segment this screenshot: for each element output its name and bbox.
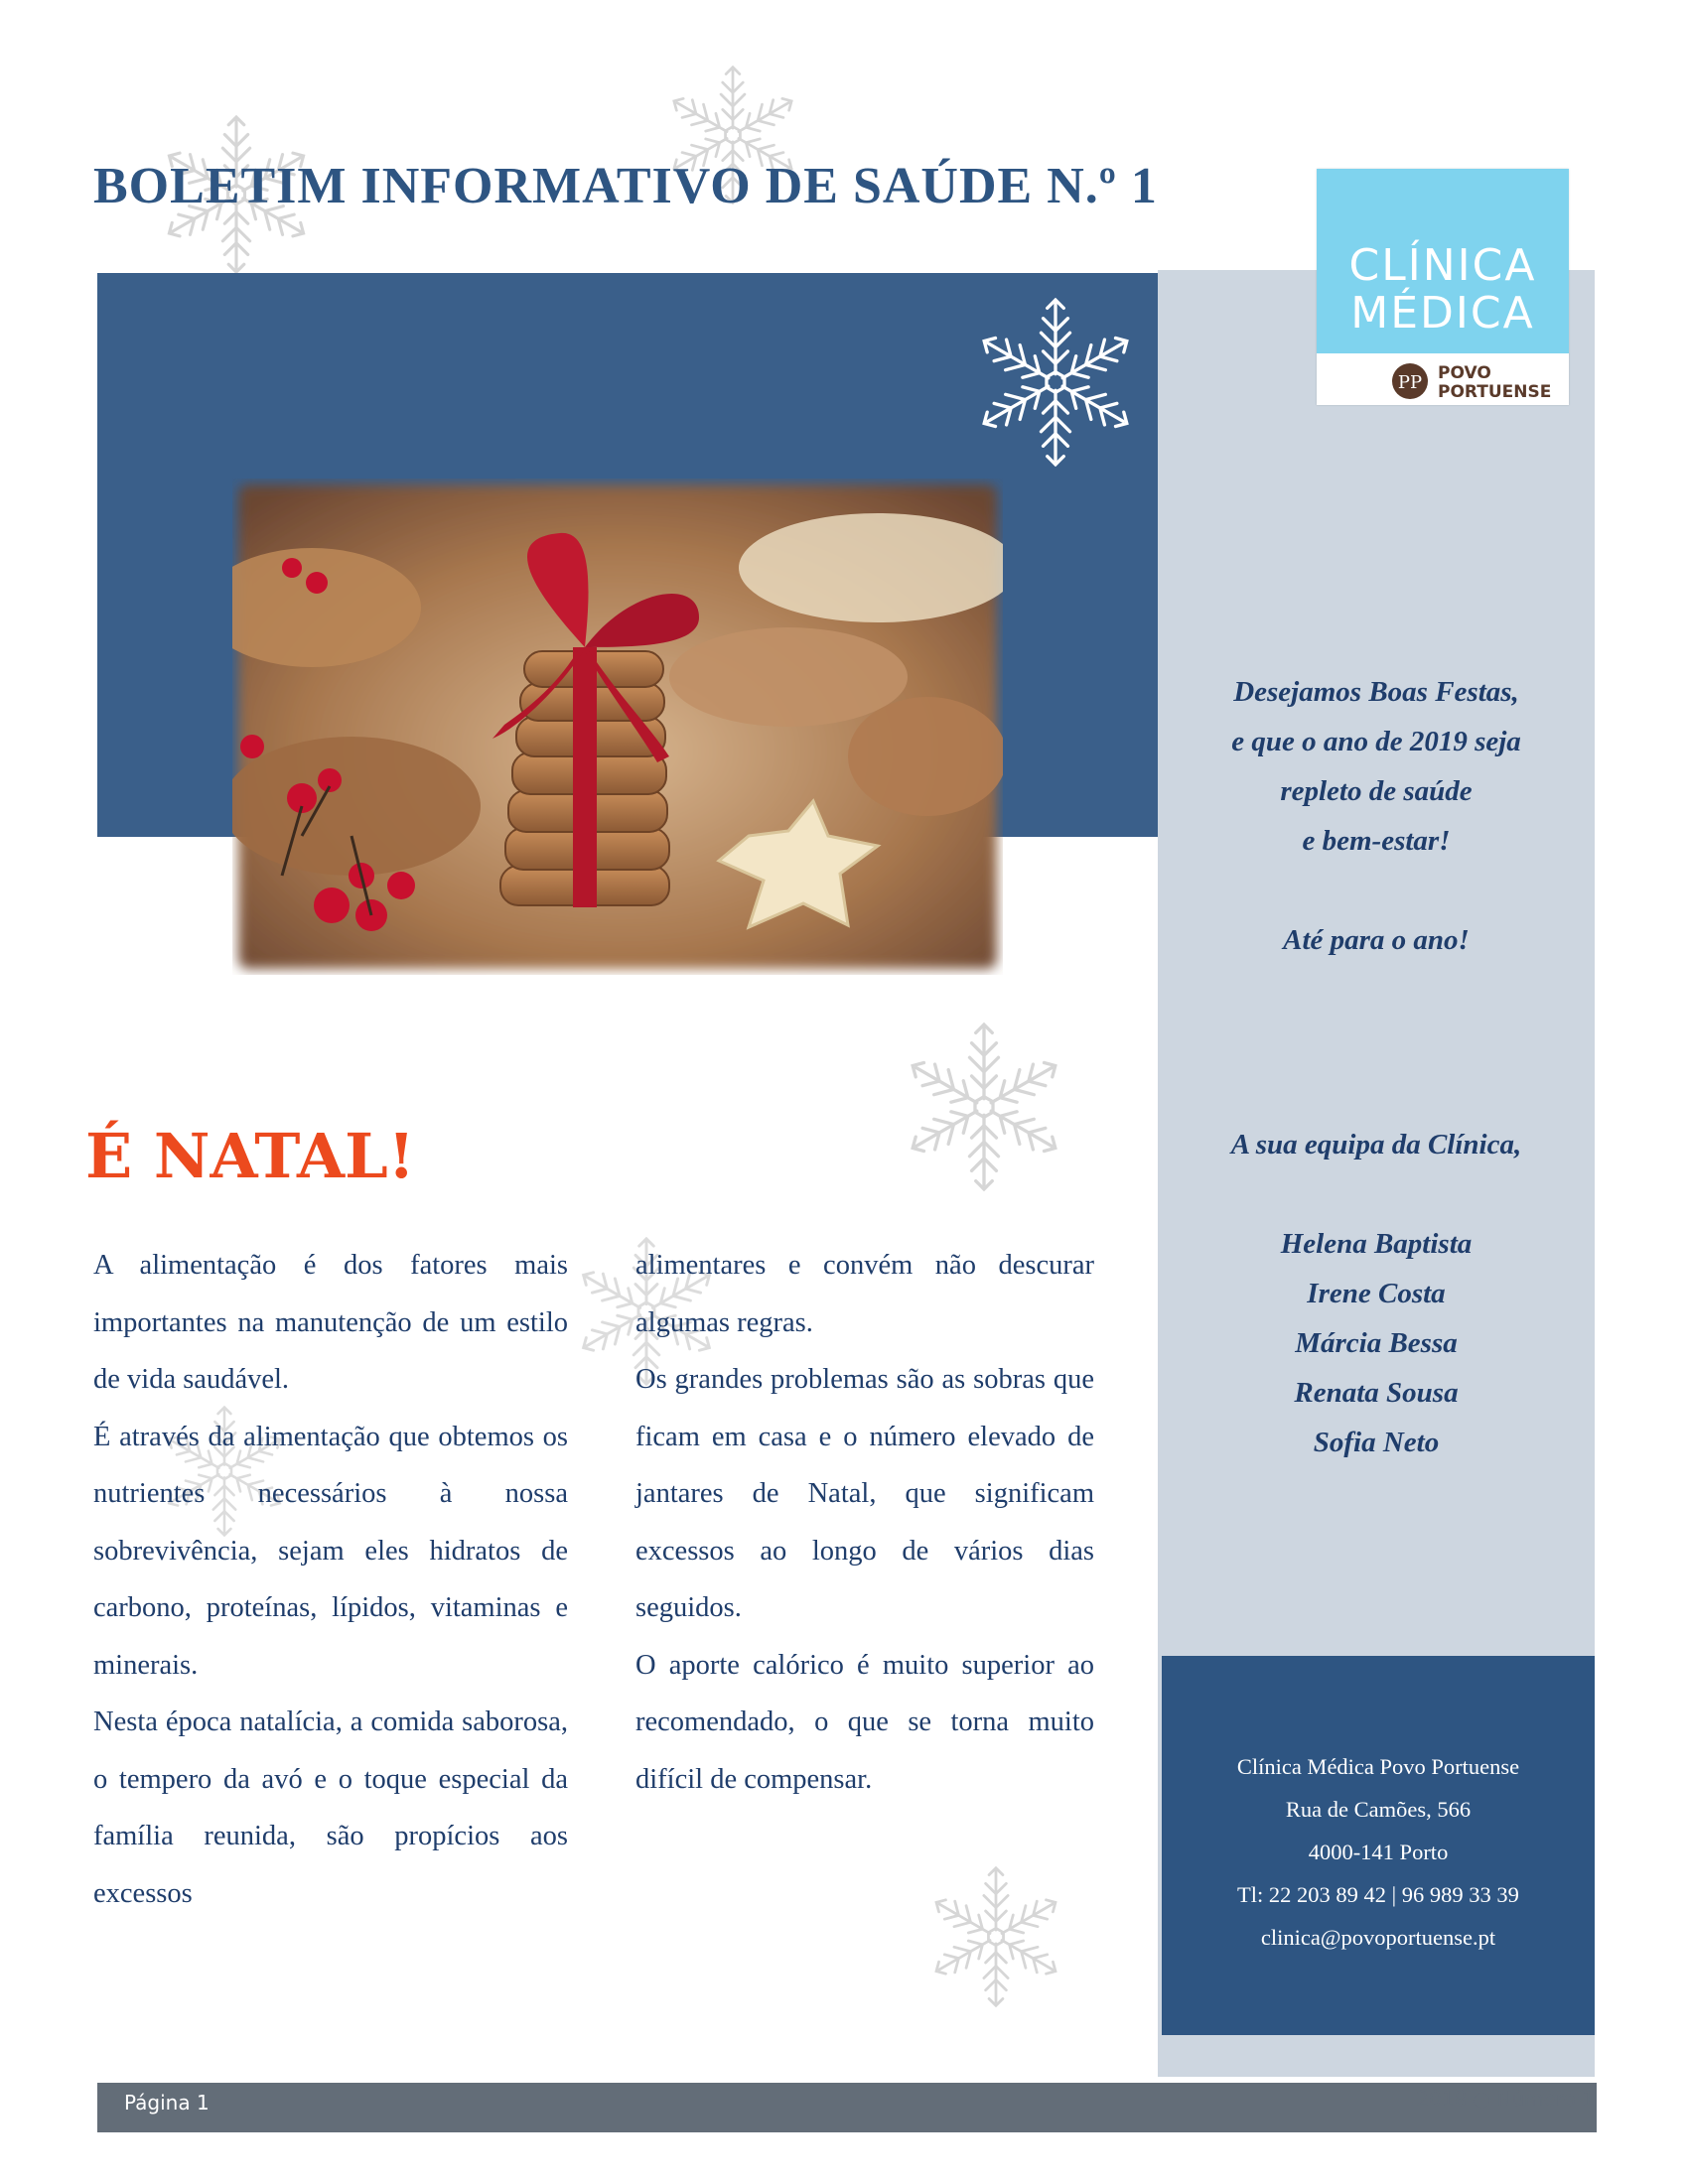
article-paragraph: O aporte calórico é muito superior ao recomendado, o que se torna muito difícil de compensar. <box>635 1649 1094 1795</box>
clinic-emblem-icon <box>1390 361 1430 401</box>
issue-label: 2018 ● Número 1 <box>1416 2087 1595 2111</box>
snowflake-icon <box>925 1866 1066 2007</box>
team-signature <box>1158 1120 1595 1467</box>
team-member: Márcia Bessa <box>1295 1327 1458 1359</box>
logo-subtext-line1: POVO <box>1438 363 1491 383</box>
team-member: Renata Sousa <box>1294 1377 1459 1409</box>
newsletter-title: BOLETIM INFORMATIVO DE SAÚDE N.º 1 <box>93 158 1158 214</box>
christmas-cookies-photo <box>232 478 1003 975</box>
article-paragraph: É através da alimentação que obtemos os nutrientes necessários à nossa sobrevivência, sejam eles hidratos de carbono, proteínas, lípidos, vitaminas e minerais. <box>93 1421 568 1681</box>
logo-text-line1: CLÍNICA <box>1348 240 1537 291</box>
holiday-greeting <box>1158 667 1595 965</box>
contact-name: Clínica Médica Povo Portuense <box>1236 1754 1520 1779</box>
greeting-line: e que o ano de 2019 seja <box>1231 726 1521 757</box>
article-column-1 <box>93 1237 568 1922</box>
article-paragraph: Os grandes problemas são as sobras que ficam em casa e o número elevado de jantares de Natal, que significam excessos ao longo de vários dias seguidos. <box>635 1364 1094 1623</box>
page-number: Página 1 <box>124 2091 210 2115</box>
contact-city: 4000-141 Porto <box>1308 1840 1449 1864</box>
contact-phone: Tl: 22 203 89 42 | 96 989 33 39 <box>1237 1882 1519 1907</box>
greeting-line: e bem-estar! <box>1302 825 1451 857</box>
article-heading: É NATAL! <box>85 1120 415 1192</box>
clinic-logo <box>1317 169 1569 405</box>
greeting-line: repleto de saúde <box>1280 775 1473 807</box>
logo-text-line2: MÉDICA <box>1350 288 1535 339</box>
contact-email[interactable]: clinica@povoportuense.pt <box>1260 1925 1496 1950</box>
svg-text:PP: PP <box>1397 372 1423 393</box>
team-intro: A sua equipa da Clínica, <box>1230 1129 1522 1160</box>
team-member: Irene Costa <box>1307 1278 1446 1309</box>
greeting-line: Desejamos Boas Festas, <box>1233 676 1519 708</box>
snowflake-icon <box>971 298 1140 467</box>
snowflake-icon <box>900 1023 1068 1191</box>
team-member: Helena Baptista <box>1280 1228 1473 1260</box>
contact-info <box>1162 1745 1595 1959</box>
article-column-2 <box>635 1237 1094 1808</box>
greeting-line: Até para o ano! <box>1283 924 1470 956</box>
article-paragraph: alimentares e convém não descurar algumas regras. <box>635 1250 1094 1338</box>
contact-street: Rua de Camões, 566 <box>1285 1797 1472 1822</box>
greeting-line <box>1158 866 1595 915</box>
logo-subtext-line2: PORTUENSE <box>1438 382 1552 402</box>
spacer <box>1158 1169 1595 1219</box>
team-member: Sofia Neto <box>1313 1427 1440 1458</box>
article-paragraph: A alimentação é dos fatores mais importantes na manutenção de um estilo de vida saudável. <box>93 1250 568 1395</box>
article-paragraph: Nesta época natalícia, a comida saborosa, o tempero da avó e o toque especial da família reunida, são propícios aos excessos <box>93 1706 568 1909</box>
